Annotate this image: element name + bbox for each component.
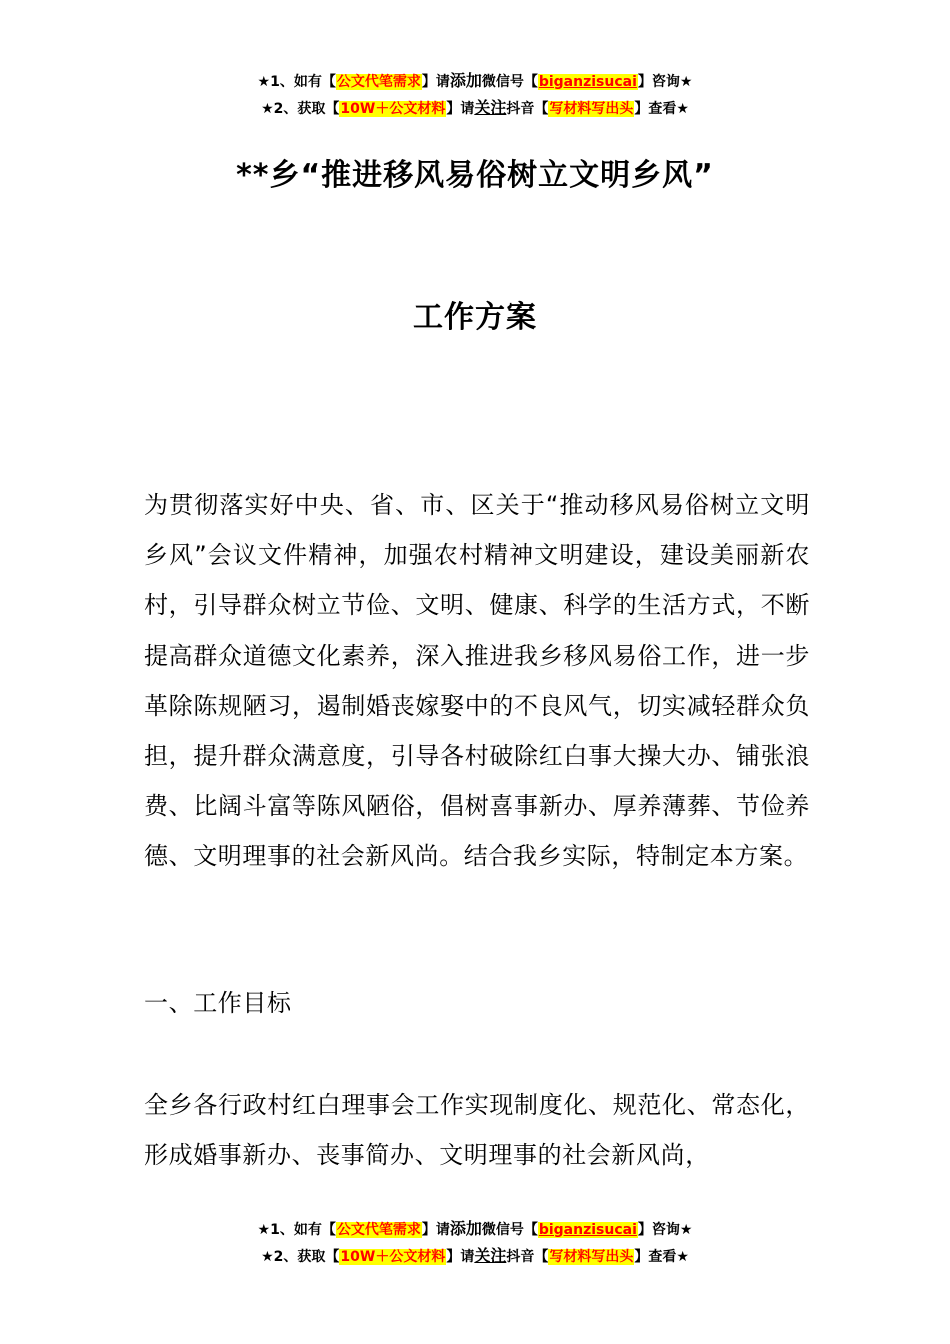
promo-line-2 [0, 1243, 950, 1270]
promo-prefix: ★2、获取【 [261, 1249, 340, 1265]
promo-line-2 [0, 95, 950, 122]
promo-highlight: 公文代笔需求 [336, 74, 421, 90]
goals-paragraph: 全乡各行政村红白理事会工作实现制度化、规范化、常态化，形成婚事新办、丧事简办、文明理事的社会新风尚， [144, 1091, 810, 1170]
section-heading-goals: 一、工作目标 [144, 989, 292, 1017]
promo-emphasis: 关注 [474, 98, 507, 117]
promo-text: 】请 [446, 1249, 475, 1265]
bottom-promo-banner [0, 1216, 950, 1270]
promo-emphasis: 添加 [449, 71, 482, 90]
promo-line-1 [0, 68, 950, 95]
document-title-line-1: **乡“推进移风易俗树立文明乡风” [236, 158, 714, 193]
promo-text: 抖音【 [506, 1249, 549, 1265]
promo-line-1 [0, 1216, 950, 1243]
promo-prefix: ★1、如有【 [257, 74, 336, 90]
douyin-id-highlight: 写材料写出头 [549, 101, 634, 117]
promo-text: 抖音【 [506, 101, 549, 117]
douyin-id-highlight: 写材料写出头 [549, 1249, 634, 1265]
promo-text: 】请 [421, 74, 450, 90]
promo-suffix: 】咨询★ [637, 74, 693, 90]
promo-suffix: 】查看★ [634, 1249, 689, 1265]
promo-text: 】请 [446, 101, 475, 117]
top-promo-banner [0, 68, 950, 122]
promo-text: 微信号【 [481, 74, 538, 90]
promo-highlight: 10W＋公文材料 [340, 1249, 446, 1265]
promo-suffix: 】查看★ [634, 101, 689, 117]
intro-paragraph: 为贯彻落实好中央、省、市、区关于“推动移风易俗树立文明乡风”会议文件精神，加强农村精神文明建设，建设美丽新农村，引导群众树立节俭、文明、健康、科学的生活方式，不断提高群众道德文化素养，深入推进我乡移风易俗工作，进一步革除陈规陋习，遏制婚丧嫁娶中的不良风气，切实减轻群众负担，提升群众满意度，引导各村破除红白事大操大办、铺张浪费、比阔斗富等陈风陋俗，倡树喜事新办、厚养薄葬、节俭养德、文明理事的社会新风尚。结合我乡实际，特制定本方案。 [144, 491, 810, 871]
document-title-line-2: 工作方案 [413, 300, 537, 335]
promo-highlight: 公文代笔需求 [336, 1222, 421, 1238]
promo-prefix: ★2、获取【 [261, 101, 340, 117]
promo-emphasis: 关注 [474, 1246, 507, 1265]
wechat-id-highlight: biganzisucai [538, 1222, 637, 1238]
promo-text: 】请 [421, 1222, 450, 1238]
wechat-id-highlight: biganzisucai [538, 74, 637, 90]
promo-prefix: ★1、如有【 [257, 1222, 336, 1238]
promo-emphasis: 添加 [449, 1219, 482, 1238]
promo-text: 微信号【 [481, 1222, 538, 1238]
promo-suffix: 】咨询★ [637, 1222, 693, 1238]
promo-highlight: 10W＋公文材料 [340, 101, 446, 117]
